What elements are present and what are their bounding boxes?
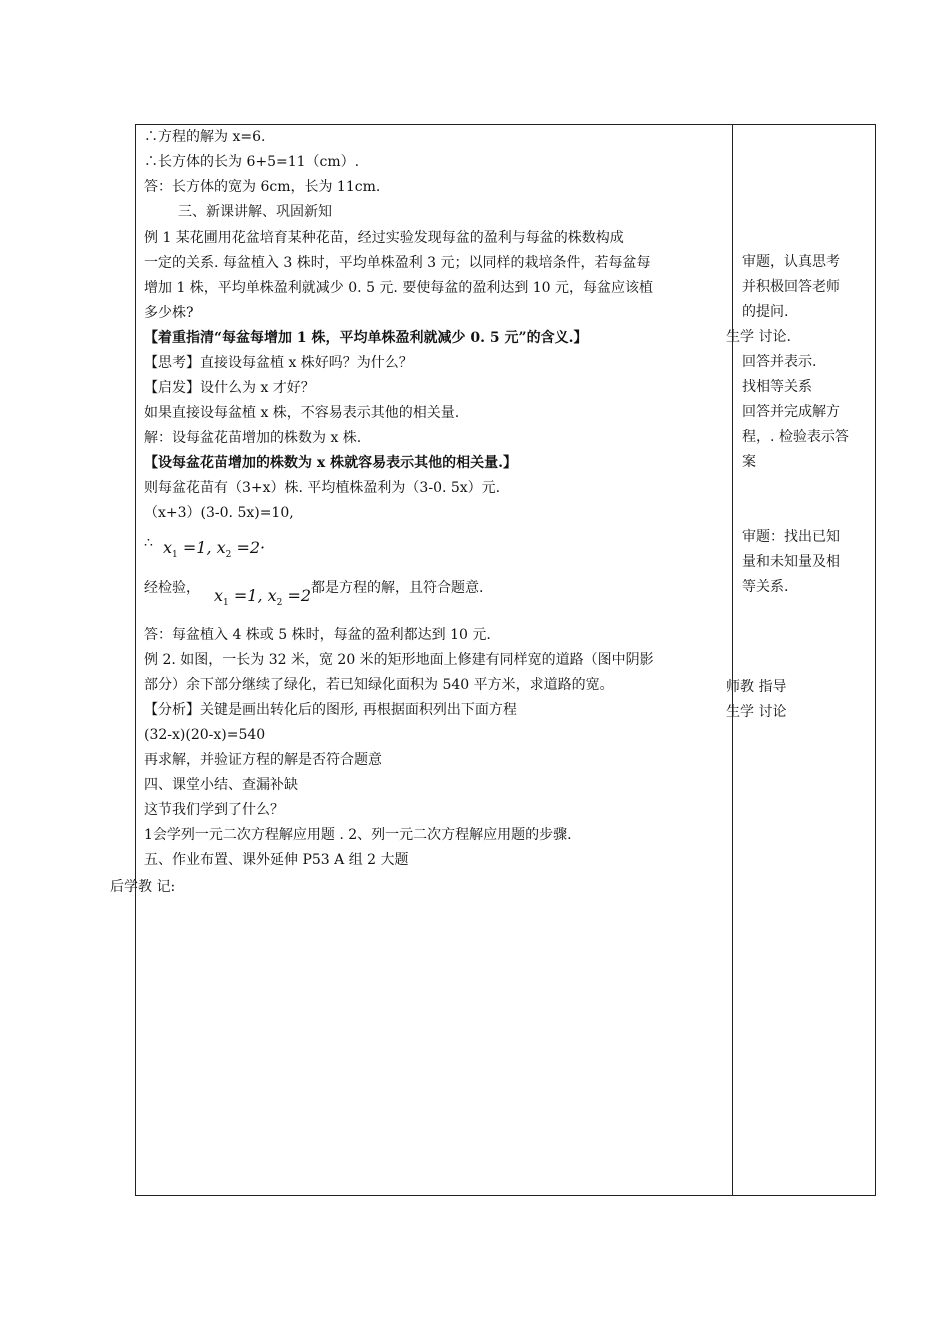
side-note: 回答并表示. xyxy=(742,354,817,370)
section-heading: 四、课堂小结、查漏补缺 xyxy=(144,777,298,793)
text-line: 例 2. 如图，一长为 32 米，宽 20 米的矩形地面上修建有同样宽的道路（图中阴影 xyxy=(144,652,654,668)
side-note: 生学 讨论. xyxy=(726,329,791,345)
side-note: 审题，认真思考 xyxy=(742,254,840,270)
text-line: ∴方程的解为 x=6. xyxy=(144,129,266,145)
side-note: 回答并完成解方 xyxy=(742,404,840,420)
equation-line: （x+3）(3-0. 5x)=10, xyxy=(144,505,294,521)
text-line: 如果直接设每盆植 x 株，不容易表示其他的相关量. xyxy=(144,405,460,421)
text-line: 都是方程的解，且符合题意. xyxy=(311,580,484,596)
text-line: 增加 1 株，平均单株盈利就减少 0. 5 元. 要使每盆的盈利达到 10 元，每盆应该植 xyxy=(144,280,654,296)
solution-line: 解：设每盆花苗增加的株数为 x 株. xyxy=(144,430,362,446)
text-line: 则每盆花苗有（3+x）株. 平均植株盈利为（3-0. 5x）元. xyxy=(144,480,501,496)
text-line: 这节我们学到了什么？ xyxy=(144,802,284,818)
roots-formula: $x_1 =1$, $x_2 =2\cdot$ xyxy=(163,538,266,561)
side-note: 审题：找出已知 xyxy=(742,529,840,545)
side-note: 量和未知量及相 xyxy=(742,554,840,570)
text-line: ∴长方体的长为 6+5=11（cm）. xyxy=(144,154,360,170)
post-lesson-notes-label: 后学教 记: xyxy=(110,879,176,895)
side-note: 等关系. xyxy=(742,579,789,595)
text-line: 多少株? xyxy=(144,305,194,321)
equation-line: (32-x)(20-x)=540 xyxy=(144,727,266,743)
text-line: 一定的关系. 每盆植入 3 株时，平均单株盈利 3 元；以同样的栽培条件，若每盆每 xyxy=(144,255,651,271)
text-line: 再求解，并验证方程的解是否符合题意 xyxy=(144,752,382,768)
text-line: 部分）余下部分继续了绿化，若已知绿化面积为 540 平方米，求道路的宽。 xyxy=(144,677,614,693)
side-note: 并积极回答老师 xyxy=(742,279,840,295)
think-prompt: 【思考】直接设每盆植 x 株好吗？为什么？ xyxy=(144,355,413,371)
text-line: 经检验， xyxy=(144,580,200,596)
analysis-line: 【分析】关键是画出转化后的图形, 再根据面积列出下面方程 xyxy=(144,702,517,718)
column-divider xyxy=(732,124,733,1196)
text-line: 答：长方体的宽为 6cm，长为 11cm. xyxy=(144,179,381,195)
therefore-symbol: ∴ xyxy=(144,535,153,551)
side-note: 师教 指导 xyxy=(726,679,787,695)
section-heading: 五、作业布置、课外延伸 P53 A 组 2 大题 xyxy=(144,852,409,868)
emphasis-note: 【着重指清“每盆每增加 1 株，平均单株盈利就减少 0. 5 元”的含义.】 xyxy=(144,330,588,346)
side-note: 的提问. xyxy=(742,304,789,320)
emphasis-note: 【设每盆花苗增加的株数为 x 株就容易表示其他的相关量.】 xyxy=(144,455,517,471)
side-note: 生学 讨论 xyxy=(726,704,787,720)
text-line: 例 1 某花圃用花盆培育某种花苗，经过实验发现每盆的盈利与每盆的株数构成 xyxy=(144,230,624,246)
side-note: 程，. 检验表示答 xyxy=(742,429,849,445)
roots-formula: $x_1 =1$, $x_2 =2$ xyxy=(214,586,312,609)
hint-prompt: 【启发】设什么为 x 才好？ xyxy=(144,380,315,396)
answer-line: 答：每盆植入 4 株或 5 株时，每盆的盈利都达到 10 元. xyxy=(144,627,491,643)
side-note: 找相等关系 xyxy=(742,379,812,395)
section-heading: 三、新课讲解、巩固新知 xyxy=(178,204,332,220)
side-note: 案 xyxy=(742,454,756,470)
text-line: 1会学列一元二次方程解应用题 . 2、列一元二次方程解应用题的步骤. xyxy=(144,827,572,843)
